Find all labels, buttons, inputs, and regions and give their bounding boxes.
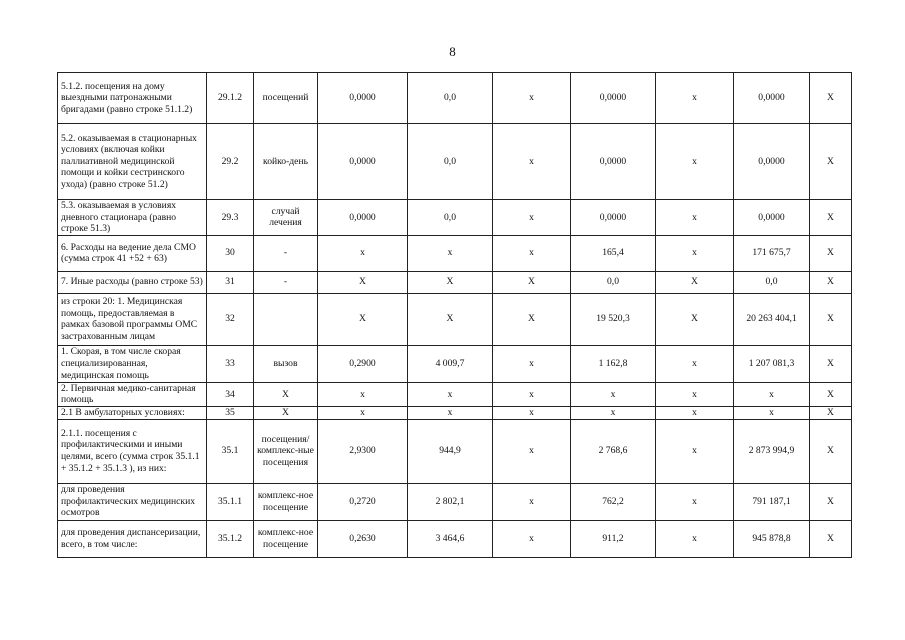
value-cell-7: Х (810, 520, 852, 557)
total-cost-cell: 945 878,8 (734, 520, 810, 557)
row-name-cell: 1. Скорая, в том числе скорая специализированная, медицинская помощь (58, 345, 207, 382)
table-row (58, 406, 852, 419)
value-cell-7: Х (810, 382, 852, 406)
table-row (58, 124, 852, 200)
row-number-cell: 32 (207, 293, 254, 345)
volume-cell: х (318, 382, 408, 406)
row-name-cell: 5.1.2. посещения на дому выездными патронажными бригадами (равно строке 51.1.2) (58, 73, 207, 124)
value-cell-5: х (656, 520, 734, 557)
total-cost-cell: 791 187,1 (734, 483, 810, 520)
unit-cell: Х (254, 406, 318, 419)
value-cell-7: Х (810, 200, 852, 236)
unit-cell: - (254, 235, 318, 271)
total-cost-cell: 20 263 404,1 (734, 293, 810, 345)
value-cell-5: х (656, 345, 734, 382)
value-cell-3: х (493, 483, 571, 520)
row-number-cell: 34 (207, 382, 254, 406)
volume-cell: Х (318, 271, 408, 293)
value-cell-5: х (656, 200, 734, 236)
table-row (58, 382, 852, 406)
per-capita-cell: 1 162,8 (571, 345, 656, 382)
cost-cell: х (408, 382, 493, 406)
total-cost-cell: 171 675,7 (734, 235, 810, 271)
row-name-cell: 2. Первичная медико-санитарная помощь (58, 382, 207, 406)
value-cell-3: х (493, 200, 571, 236)
value-cell-5: х (656, 73, 734, 124)
volume-cell: Х (318, 293, 408, 345)
value-cell-5: х (656, 483, 734, 520)
volume-cell: 2,9300 (318, 419, 408, 483)
value-cell-3: х (493, 73, 571, 124)
cost-cell: 3 464,6 (408, 520, 493, 557)
unit-cell: Х (254, 382, 318, 406)
cost-cell: 0,0 (408, 124, 493, 200)
per-capita-cell: 19 520,3 (571, 293, 656, 345)
row-name-cell: 5.3. оказываемая в условиях дневного стационара (равно строке 51.3) (58, 200, 207, 236)
cost-cell: Х (408, 271, 493, 293)
value-cell-3: х (493, 235, 571, 271)
value-cell-5: Х (656, 271, 734, 293)
volume-cell: 0,0000 (318, 73, 408, 124)
value-cell-7: Х (810, 293, 852, 345)
value-cell-7: Х (810, 419, 852, 483)
total-cost-cell: 0,0000 (734, 73, 810, 124)
unit-cell: койко-день (254, 124, 318, 200)
total-cost-cell: х (734, 406, 810, 419)
per-capita-cell: 0,0 (571, 271, 656, 293)
value-cell-7: Х (810, 235, 852, 271)
volume-cell: х (318, 235, 408, 271)
table-body (58, 73, 852, 558)
unit-cell: случай лечения (254, 200, 318, 236)
value-cell-5: х (656, 419, 734, 483)
row-name-cell: 7. Иные расходы (равно строке 53) (58, 271, 207, 293)
per-capita-cell: х (571, 382, 656, 406)
row-number-cell: 30 (207, 235, 254, 271)
row-number-cell: 35.1.2 (207, 520, 254, 557)
total-cost-cell: х (734, 382, 810, 406)
value-cell-3: х (493, 520, 571, 557)
value-cell-5: х (656, 235, 734, 271)
total-cost-cell: 1 207 081,3 (734, 345, 810, 382)
table-row (58, 235, 852, 271)
unit-cell: посещений (254, 73, 318, 124)
row-number-cell: 33 (207, 345, 254, 382)
cost-cell: 0,0 (408, 200, 493, 236)
per-capita-cell: 911,2 (571, 520, 656, 557)
unit-cell: вызов (254, 345, 318, 382)
total-cost-cell: 0,0000 (734, 124, 810, 200)
value-cell-5: х (656, 382, 734, 406)
value-cell-5: х (656, 124, 734, 200)
table-row (58, 271, 852, 293)
value-cell-7: Х (810, 483, 852, 520)
data-table (57, 72, 852, 558)
unit-cell: комплекс-ное посещение (254, 483, 318, 520)
unit-cell: посещения/ комплекс-ные посещения (254, 419, 318, 483)
unit-cell (254, 293, 318, 345)
value-cell-3: х (493, 345, 571, 382)
value-cell-3: х (493, 406, 571, 419)
per-capita-cell: 0,0000 (571, 124, 656, 200)
row-name-cell: из строки 20: 1. Медицинская помощь, предоставляемая в рамках базовой программы ОМС застрахованным лицам (58, 293, 207, 345)
table-row (58, 419, 852, 483)
table-row (58, 520, 852, 557)
volume-cell: 0,2720 (318, 483, 408, 520)
volume-cell: 0,0000 (318, 200, 408, 236)
row-number-cell: 35.1.1 (207, 483, 254, 520)
value-cell-3: Х (493, 293, 571, 345)
cost-cell: 2 802,1 (408, 483, 493, 520)
per-capita-cell: 762,2 (571, 483, 656, 520)
per-capita-cell: 165,4 (571, 235, 656, 271)
total-cost-cell: 0,0000 (734, 200, 810, 236)
table-row (58, 200, 852, 236)
cost-cell: Х (408, 293, 493, 345)
per-capita-cell: 0,0000 (571, 200, 656, 236)
per-capita-cell: 2 768,6 (571, 419, 656, 483)
value-cell-3: х (493, 419, 571, 483)
row-name-cell: для проведения профилактических медицинских осмотров (58, 483, 207, 520)
per-capita-cell: 0,0000 (571, 73, 656, 124)
row-number-cell: 31 (207, 271, 254, 293)
value-cell-7: Х (810, 345, 852, 382)
volume-cell: х (318, 406, 408, 419)
table-row (58, 345, 852, 382)
row-name-cell: 5.2. оказываемая в стационарных условиях (включая койки паллиативной медицинской помощи и койки сестринского ухода) (равно строке 51.2) (58, 124, 207, 200)
table-row (58, 293, 852, 345)
row-name-cell: 2.1.1. посещения с профилактическими и иными целями, всего (сумма строк 35.1.1 + 35.1.2 + 35.1.3 ), из них: (58, 419, 207, 483)
row-number-cell: 29.3 (207, 200, 254, 236)
volume-cell: 0,2630 (318, 520, 408, 557)
value-cell-3: Х (493, 271, 571, 293)
value-cell-5: Х (656, 293, 734, 345)
row-name-cell: 2.1 В амбулаторных условиях: (58, 406, 207, 419)
value-cell-3: х (493, 124, 571, 200)
cost-cell: х (408, 406, 493, 419)
value-cell-3: х (493, 382, 571, 406)
volume-cell: 0,0000 (318, 124, 408, 200)
cost-cell: х (408, 235, 493, 271)
row-name-cell: 6. Расходы на ведение дела СМО (сумма строк 41 +52 + 63) (58, 235, 207, 271)
cost-cell: 944,9 (408, 419, 493, 483)
unit-cell: - (254, 271, 318, 293)
row-name-cell: для проведения диспансеризации, всего, в том числе: (58, 520, 207, 557)
total-cost-cell: 0,0 (734, 271, 810, 293)
value-cell-5: х (656, 406, 734, 419)
page-number: 8 (449, 44, 456, 59)
volume-cell: 0,2900 (318, 345, 408, 382)
row-number-cell: 29.2 (207, 124, 254, 200)
cost-cell: 0,0 (408, 73, 493, 124)
row-number-cell: 35 (207, 406, 254, 419)
total-cost-cell: 2 873 994,9 (734, 419, 810, 483)
per-capita-cell: х (571, 406, 656, 419)
value-cell-7: Х (810, 271, 852, 293)
table-row (58, 483, 852, 520)
value-cell-7: Х (810, 124, 852, 200)
value-cell-7: Х (810, 73, 852, 124)
row-number-cell: 29.1.2 (207, 73, 254, 124)
cost-cell: 4 009,7 (408, 345, 493, 382)
row-number-cell: 35.1 (207, 419, 254, 483)
value-cell-7: Х (810, 406, 852, 419)
table-row (58, 73, 852, 124)
unit-cell: комплекс-ное посещение (254, 520, 318, 557)
